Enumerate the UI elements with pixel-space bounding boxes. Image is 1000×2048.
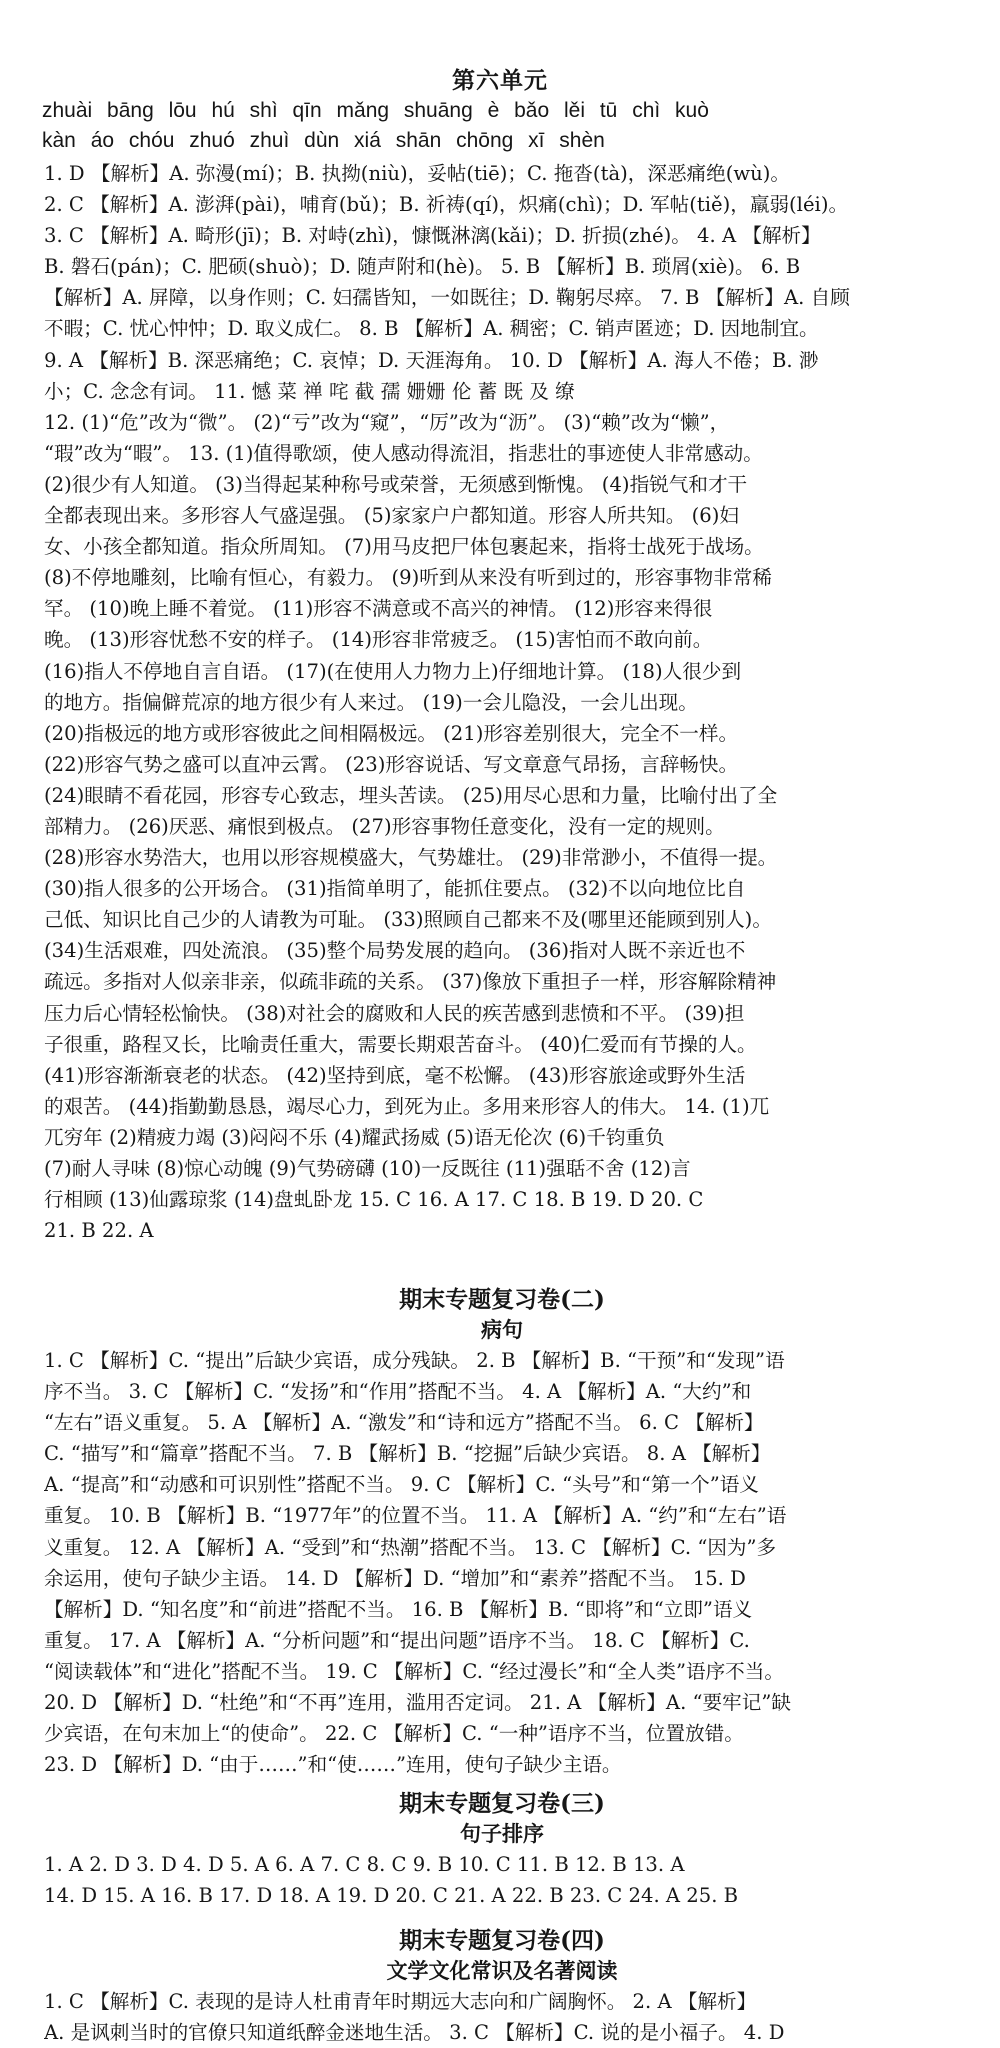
unit6-line: (28)形容水势浩大，也用以形容规模盛大，气势雄壮。 (29)非常渺小，不值得一提。 [44, 846, 778, 870]
unit6-line: 女、小孩全都知道。指众所周知。 (7)用马皮把尸体包裹起来，指将士战死于战场。 [44, 535, 764, 559]
unit6-line: 21. B 22. A [44, 1219, 154, 1243]
exam3-subtitle: 句子排序 [460, 1821, 544, 1846]
exam2-title: 期末专题复习卷(二) [399, 1286, 605, 1313]
unit6-line: 12. (1)“危”改为“微”。 (2)“亏”改为“窥”，“厉”改为“沥”。 (3)“赖”改为“懒”， [44, 410, 730, 434]
unit6-line: (22)形容气势之盛可以直冲云霄。 (23)形容说话、写文章意气昂扬，言辞畅快。 [44, 752, 739, 776]
exam2-line: 重复。 17. A 【解析】A. “分析问题”和“提出问题”语序不当。 18. C 【解析】C. [44, 1628, 750, 1652]
exam3-section [44, 1788, 960, 1911]
pinyin-line-2: kàn áo chóu zhuó zhuì dùn xiá shān chōng xī shèn [42, 129, 605, 152]
exam2-line: 余运用，使句子缺少主语。 14. D 【解析】D. “增加”和“素养”搭配不当。 15. D [44, 1566, 746, 1590]
exam4-answers [44, 1986, 960, 2048]
unit6-line: 晚。 (13)形容忧愁不安的样子。 (14)形容非常疲乏。 (15)害怕而不敢向前。 [44, 628, 713, 652]
unit6-line: 的艰苦。 (44)指勤勤恳恳，竭尽心力，到死为止。多用来形容人的伟大。 14. (1)兀 [44, 1094, 770, 1118]
unit6-line: (20)指极远的地方或形容彼此之间相隔极远。 (21)形容差别很大，完全不一样。 [44, 721, 739, 745]
exam2-line: “左右”语义重复。 5. A 【解析】A. “激发”和“诗和远方”搭配不当。 6. C 【解析】 [44, 1411, 764, 1435]
unit6-line: 兀穷年 (2)精疲力竭 (3)闷闷不乐 (4)耀武扬威 (5)语无伦次 (6)千钧重负 [44, 1125, 665, 1149]
unit6-line: 的地方。指偏僻荒凉的地方很少有人来过。 (19)一会儿隐没，一会儿出现。 [44, 690, 698, 714]
exam3-line: 14. D 15. A 16. B 17. D 18. A 19. D 20. C 21. A 22. B 23. C 24. A 25. B [44, 1884, 739, 1908]
exam4-section [44, 1925, 960, 2048]
exam4-line: 1. C 【解析】C. 表现的是诗人杜甫青年时期远大志向和广阔胸怀。 2. A 【解析】 [44, 1990, 757, 2013]
unit6-line: (7)耐人寻味 (8)惊心动魄 (9)气势磅礴 (10)一反既往 (11)强聒不舍 (12)言 [44, 1157, 691, 1180]
unit6-line: 小；C. 念念有词。 11. 憾 菜 禅 咤 截 孺 姗姗 伦 蓄 既 及 缭 [44, 379, 575, 403]
exam2-line: 少宾语，在句末加上“的使命”。 22. C 【解析】C. “一种”语序不当，位置放错。 [44, 1722, 744, 1746]
exam2-answers [44, 1345, 960, 1780]
unit6-line: 3. C 【解析】A. 畸形(jī)；B. 对峙(zhì)，慷慨淋漓(kǎi)；D. 折损(zhé)。 4. A 【解析】 [44, 224, 821, 248]
unit6-line: 子很重，路程又长，比喻责任重大，需要长期艰苦奋斗。 (40)仁爱而有节操的人。 [44, 1032, 757, 1056]
unit6-line: (2)很少有人知道。 (3)当得起某种称号或荣誉，无须感到惭愧。 (4)指锐气和才干 [44, 472, 748, 496]
unit6-line: 1. D 【解析】A. 弥漫(mí)；B. 执拗(niù)，妥帖(tiē)；C. 拖沓(tà)，深恶痛绝(wù)。 [44, 162, 791, 185]
exam2-line: “阅读载体”和“进化”搭配不当。 19. C 【解析】C. “经过漫长”和“全人类”语序不当。 [44, 1659, 784, 1683]
exam2-line: 20. D 【解析】D. “杜绝”和“不再”连用，滥用否定词。 21. A 【解析】A. “要牢记”缺 [44, 1691, 791, 1715]
exam4-subtitle: 文学文化常识及名著阅读 [386, 1958, 618, 1983]
exam4-line: A. 是讽刺当时的官僚只知道纸醉金迷地生活。 3. C 【解析】C. 说的是小福子。 4. D [44, 2021, 785, 2045]
unit6-line: (8)不停地雕刻，比喻有恒心，有毅力。 (9)听到从来没有听到过的，形容事物非常稀 [44, 566, 772, 590]
exam3-title: 期末专题复习卷(三) [399, 1790, 605, 1817]
unit6-line: 行相顾 (13)仙露琼浆 (14)盘虬卧龙 15. C 16. A 17. C 18. B 19. D 20. C [44, 1188, 704, 1212]
exam2-line: 【解析】D. “知名度”和“前进”搭配不当。 16. B 【解析】B. “即将”和“立即”语义 [44, 1597, 753, 1621]
unit6-line: 全都表现出来。多形容人气盛逞强。 (5)家家户户都知道。形容人所共知。 (6)妇 [44, 504, 739, 528]
unit6-line: (16)指人不停地自言自语。 (17)(在使用人力物力上)仔细地计算。 (18)人很少到 [44, 659, 742, 683]
exam2-line: C. “描写”和“篇章”搭配不当。 7. B 【解析】B. “挖掘”后缺少宾语。 8. A 【解析】 [44, 1442, 771, 1466]
unit6-line: (34)生活艰难，四处流浪。 (35)整个局势发展的趋向。 (36)指对人既不亲近也不 [44, 939, 746, 963]
unit6-line: 疏远。多指对人似亲非亲，似疏非疏的关系。 (37)像放下重担子一样，形容解除精神 [44, 970, 777, 994]
unit6-line: 压力后心情轻松愉快。 (38)对社会的腐败和人民的疾苦感到悲愤和不平。 (39)担 [44, 1001, 745, 1025]
exam2-line: A. “提高”和“动感和可识别性”搭配不当。 9. C 【解析】C. “头号”和“第一个”语义 [44, 1473, 759, 1497]
unit6-line: 罕。 (10)晚上睡不着觉。 (11)形容不满意或不高兴的神情。 (12)形容来得很 [44, 597, 713, 621]
exam2-line: 1. C 【解析】C. “提出”后缺少宾语，成分残缺。 2. B 【解析】B. “干预”和“发现”语 [44, 1349, 785, 1372]
exam2-line: 重复。 10. B 【解析】B. “1977年”的位置不当。 11. A 【解析】A. “约”和“左右”语 [44, 1504, 787, 1528]
exam2-subtitle: 病句 [481, 1317, 523, 1342]
unit6-line: 9. A 【解析】B. 深恶痛绝；C. 哀悼；D. 天涯海角。 10. D 【解析】A. 海人不倦；B. 渺 [44, 348, 819, 372]
unit6-line: 2. C 【解析】A. 澎湃(pài)，哺育(bǔ)；B. 祈祷(qí)，炽痛(chì)；D. 军帖(tiě)，羸弱(léi)。 [44, 193, 849, 217]
unit6-answers [44, 158, 960, 1246]
unit6-line: (24)眼睛不看花园，形容专心致志，埋头苦读。 (25)用尽心思和力量，比喻付出了全 [44, 783, 778, 807]
unit6-line: 不暇；C. 忧心忡忡；D. 取义成仁。 8. B 【解析】A. 稠密；C. 销声匿迹；D. 因地制宜。 [44, 317, 819, 341]
unit6-line: 部精力。 (26)厌恶、痛恨到极点。 (27)形容事物任意变化，没有一定的规则。 [44, 814, 725, 838]
unit6-line: 【解析】A. 屏障，以身作则；C. 妇孺皆知，一如既往；D. 鞠躬尽瘁。 7. B 【解析】A. 自顾 [44, 286, 850, 310]
exam4-title: 期末专题复习卷(四) [399, 1927, 605, 1954]
unit6-line: “瑕”改为“暇”。 13. (1)值得歌颂，使人感动得流泪，指悲壮的事迹使人非常感动。 [44, 441, 763, 465]
unit6-line: (30)指人很多的公开场合。 (31)指简单明了，能抓住要点。 (32)不以向地位比自 [44, 877, 746, 901]
exam3-answers [44, 1849, 960, 1911]
pinyin-line-1: zhuài bāng lōu hú shì qīn mǎng shuāng è bǎo lěi tū chì kuò [42, 99, 709, 122]
unit6-line: (41)形容渐渐衰老的状态。 (42)坚持到底，毫不松懈。 (43)形容旅途或野外生活 [44, 1063, 746, 1087]
exam2-section [44, 1284, 960, 1780]
unit6-line: 己低、知识比自己少的人请教为可耻。 (33)照顾自己都来不及(哪里还能顾到别人)。 [44, 908, 772, 932]
exam2-line: 23. D 【解析】D. “由于……”和“使……”连用，使句子缺少主语。 [44, 1753, 622, 1777]
unit6-line: B. 磐石(pán)；C. 肥硕(shuò)；D. 随声附和(hè)。 5. B 【解析】B. 琐屑(xiè)。 6. B [44, 255, 801, 279]
unit-title: 第六单元 [452, 67, 548, 94]
exam2-line: 序不当。 3. C 【解析】C. “发扬”和“作用”搭配不当。 4. A 【解析】A. “大约”和 [44, 1380, 752, 1404]
exam3-line: 1. A 2. D 3. D 4. D 5. A 6. A 7. C 8. C 9. B 10. C 11. B 12. B 13. A [44, 1853, 685, 1876]
exam2-line: 义重复。 12. A 【解析】A. “受到”和“热潮”搭配不当。 13. C 【解析】C. “因为”多 [44, 1535, 777, 1559]
